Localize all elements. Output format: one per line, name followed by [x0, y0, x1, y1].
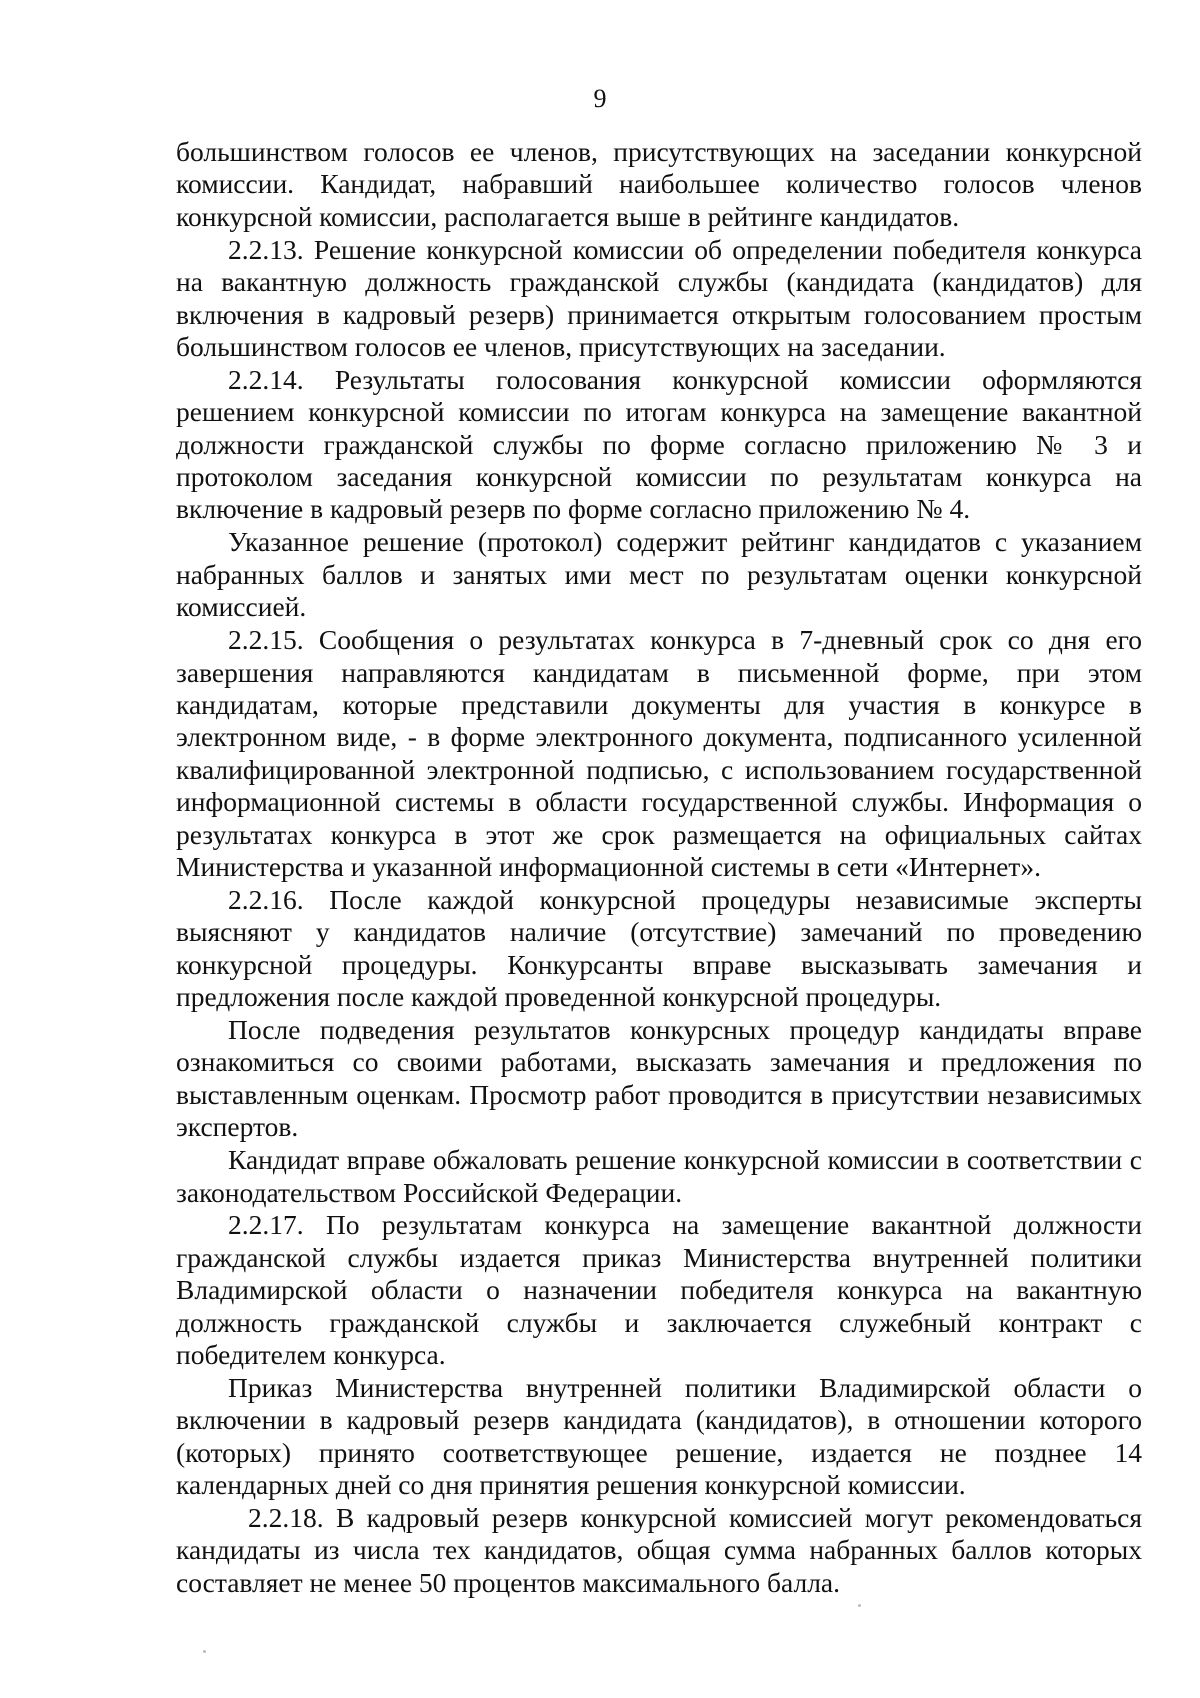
scan-speck — [858, 1604, 861, 1607]
paragraph-2-2-18: 2.2.18. В кадровый резерв конкурсной комиссией могут рекомендоваться кандидаты из числа тех кандидатов, общая сумма набранных баллов которых составляет не менее 50 процентов максимального балла. — [176, 1502, 1142, 1598]
document-body — [176, 136, 1142, 1599]
scan-speck — [203, 1650, 206, 1653]
paragraph-2-2-16: 2.2.16. После каждой конкурсной процедуры независимые эксперты выясняют у кандидатов наличие (отсутствие) замечаний по проведению конкурсной процедуры. Конкурсанты вправе высказывать замечания и предложения после каждой проведенной конкурсной процедуры. — [176, 883, 1142, 1013]
paragraph-review-works: После подведения результатов конкурсных процедур кандидаты вправе ознакомиться со своими работами, высказать замечания и предложения по выставленным оценкам. Просмотр работ проводится в присутствии независимых экспертов. — [176, 1013, 1142, 1143]
page-number: 9 — [593, 84, 607, 113]
paragraph-decision-rating: Указанное решение (протокол) содержит рейтинг кандидатов с указанием набранных баллов и занятых ими мест по результатам оценки конкурсной комиссией. — [176, 526, 1142, 623]
paragraph-2-2-15: 2.2.15. Сообщения о результатах конкурса в 7-дневный срок со дня его завершения направляются кандидатам в письменной форме, при этом кандидатам, которые представили документы для участия в конкурсе в электронном виде, - в форме электронного документа, подписанного усиленной квалифицированной электронной подписью, с использованием государственной информационной системы в области государственной службы. Информация о результатах конкурса в этот же срок размещается на официальных сайтах Министерства и указанной информационной системы в сети «Интернет». — [176, 624, 1142, 882]
paragraph-appeal: Кандидат вправе обжаловать решение конкурсной комиссии в соответствии с законодательством Российской Федерации. — [176, 1144, 1142, 1208]
paragraph-2-2-13: 2.2.13. Решение конкурсной комиссии об определении победителя конкурса на вакантную должность гражданской службы (кандидата (кандидатов) для включения в кадровый резерв) принимается открытым голосованием простым большинством голосов ее членов, присутствующих на заседании. — [176, 233, 1142, 362]
paragraph-continuation: большинством голосов ее членов, присутствующих на заседании конкурсной комиссии. Кандидат, набравший наибольшее количество голосов членов конкурсной комиссии, располагается выше в рейтинге кандидатов. — [176, 136, 1142, 232]
paragraph-reserve-order: Приказ Министерства внутренней политики Владимирской области о включении в кадровый резерв кандидата (кандидатов), в отношении которого (которых) принято соответствующее решение, издается не позднее 14 календарных дней со дня принятия решения конкурсной комиссии. — [176, 1371, 1142, 1501]
paragraph-2-2-17: 2.2.17. По результатам конкурса на замещение вакантной должности гражданской службы издается приказ Министерства внутренней политики Владимирской области о назначении победителя конкурса на вакантную должность гражданской службы и заключается служебный контракт с победителем конкурса. — [176, 1209, 1142, 1371]
paragraph-2-2-14: 2.2.14. Результаты голосования конкурсной комиссии оформляются решением конкурсной комиссии по итогам конкурса на замещение вакантной должности гражданской службы по форме согласно приложению № 3 и протоколом заседания конкурсной комиссии по результатам конкурса на включение в кадровый резерв по форме согласно приложению № 4. — [176, 363, 1142, 525]
